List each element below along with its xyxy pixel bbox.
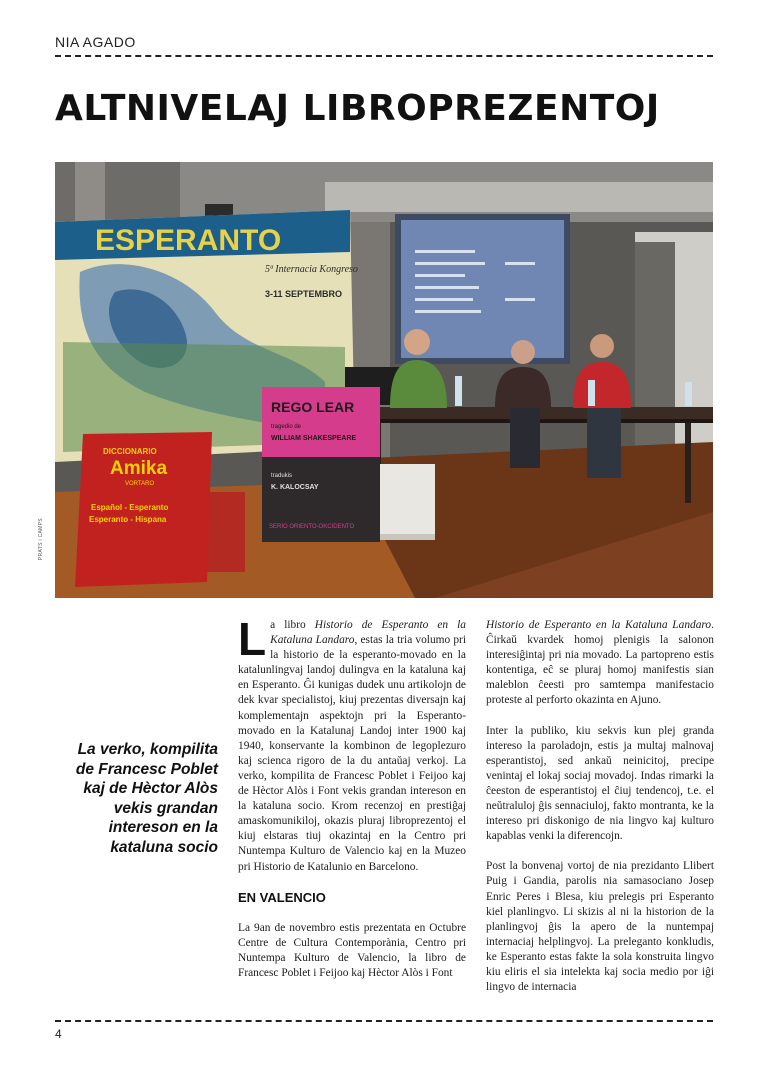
author-label: NIA AGADO	[55, 34, 136, 50]
bottom-divider	[55, 1020, 713, 1022]
photo-credit: PRATS i CAMPS	[38, 518, 44, 560]
red-book-line3: VORTARO	[125, 481, 155, 487]
dark-book-translator: K. KALOCSAY	[271, 484, 319, 491]
page-number: 4	[55, 1027, 62, 1041]
top-divider	[55, 55, 713, 57]
article-paragraph-2-start: La 9an de novembro estis prezentata en Octubre Centre de Cultura Contemporània, Centro pri Nuntempa Kulturo de Valencio, la libro de Francesc Poblet i Feijoo kaj Hèctor Alòs i Font	[238, 921, 466, 979]
dark-book-translated-by: tradukis	[271, 473, 293, 479]
poster-subheading: 5ª Internacia Kongreso	[265, 264, 358, 275]
drop-cap: L	[238, 613, 267, 665]
article-column-right	[486, 618, 714, 1010]
article-column-left	[238, 613, 466, 996]
red-book-lang1: Español - Esperanto	[91, 503, 169, 512]
dark-book-series: SERIO ORIENTO-OKCIDENTO	[269, 524, 355, 530]
pull-quote: La verko, kompilita de Francesc Poblet kaj de Hèctor Alòs vekis grandan intereson en la kataluna socio	[75, 741, 218, 856]
article-paragraph-2-end: Historio de Esperanto en la Kataluna Landaro. Ĉirkaŭ kvardek homoj plenigis la salonon interesiĝintaj pri nia movado. La partopreno estis kontentiga, eĉ se pluraj homoj manifestis sian maleblon ĉeesti pro samtempa manifestacio proteste al perforto okazinta en Ajuno.	[486, 619, 714, 707]
book-title: Historio de Esperanto en la Kataluna Landaro	[270, 619, 466, 647]
section-subhead: EN VALENCIO	[238, 889, 326, 905]
article-paragraph-3: Inter la publiko, kiu sekvis kun plej granda intereso la paroladojn, estis ja multaj malnovaj esperantistoj, sed ankaŭ neinicitoj, precipe venintaj el lokaj sociaj movadoj. Indas rimarki la ĉeeston de esperantistoj el ĉiuj tendencoj, t.e. el neŭtraluloj ĝis sennaciuloj, fakto montranta, ke la intereso pri diskonigo de nia lingvo kaj kulturo kapablas venki la diferencojn.	[486, 724, 714, 843]
article-photo	[55, 162, 713, 598]
red-book-title: Amika	[110, 458, 168, 479]
article-paragraph-4: Post la bonvenaj vortoj de nia prezidanto Llibert Puig i Gandia, parolis nia samasociano Josep Enric Peres i Blesa, kiu prelegis pri Esperanto kiel planlingvo. Li skizis al ni la historion de la planlingvoj ĝis la apero de la nuntempaj internaciaj helplingvoj. La preleganto konkludis, ke Esperanto estas fakte la sola konstruita lingvo kiu eliris el sia intelekta kaj socia medio por iĝi lingvo de internacia	[486, 860, 714, 994]
poster-dates: 3-11 SEPTEMBRO	[265, 289, 343, 299]
dark-book-subtitle: tragedio de	[271, 424, 302, 430]
dark-book-title: REGO LEAR	[271, 399, 355, 415]
red-book-line1: DICCIONARIO	[103, 447, 157, 456]
photo-illustration	[55, 162, 713, 598]
article-paragraph-1: La libro Historio de Esperanto en la Kataluna Landaro, estas la tria volumo pri la historio de la esperanto-movado en la katalunlingvaj landoj dulingva en la kataluna kaj en Esperanto. Ĝi kunigas dudek unu artikolojn de dek kvar specialistoj, kiuj prezentas diversajn kaj komplementajn aspektojn pri la Esperanto-movado en la Katalunaj Landoj inter 1900 kaj 1940, konservante la kombinon de legoplezuro kaj scienca rigoro de la du antaŭaj verkoj. La verko, kompilita de Francesc Poblet i Feijoo kaj de Hèctor Alòs i Font vekis grandan intereson en la kataluna socio. Krom recenzoj en prestiĝaj amaskomunikiloj, okazis pluraj libroprezentoj el kiuj elstaras tiuj okazintaj en la Centro pri Nuntempa Kulturo de Valencio kaj en la Muzeo pri Historio de Katalunio en Barcelono.	[238, 613, 466, 873]
poster-heading: ESPERANTO	[95, 224, 282, 257]
dark-book-author: WILLIAM SHAKESPEARE	[271, 435, 357, 442]
page-title: ALTNIVELAJ LIBROPREZENTOJ	[55, 88, 660, 129]
red-book-lang2: Esperanto - Hispana	[89, 515, 167, 524]
book-title: Historio de Esperanto en la Kataluna Landaro	[486, 619, 712, 631]
